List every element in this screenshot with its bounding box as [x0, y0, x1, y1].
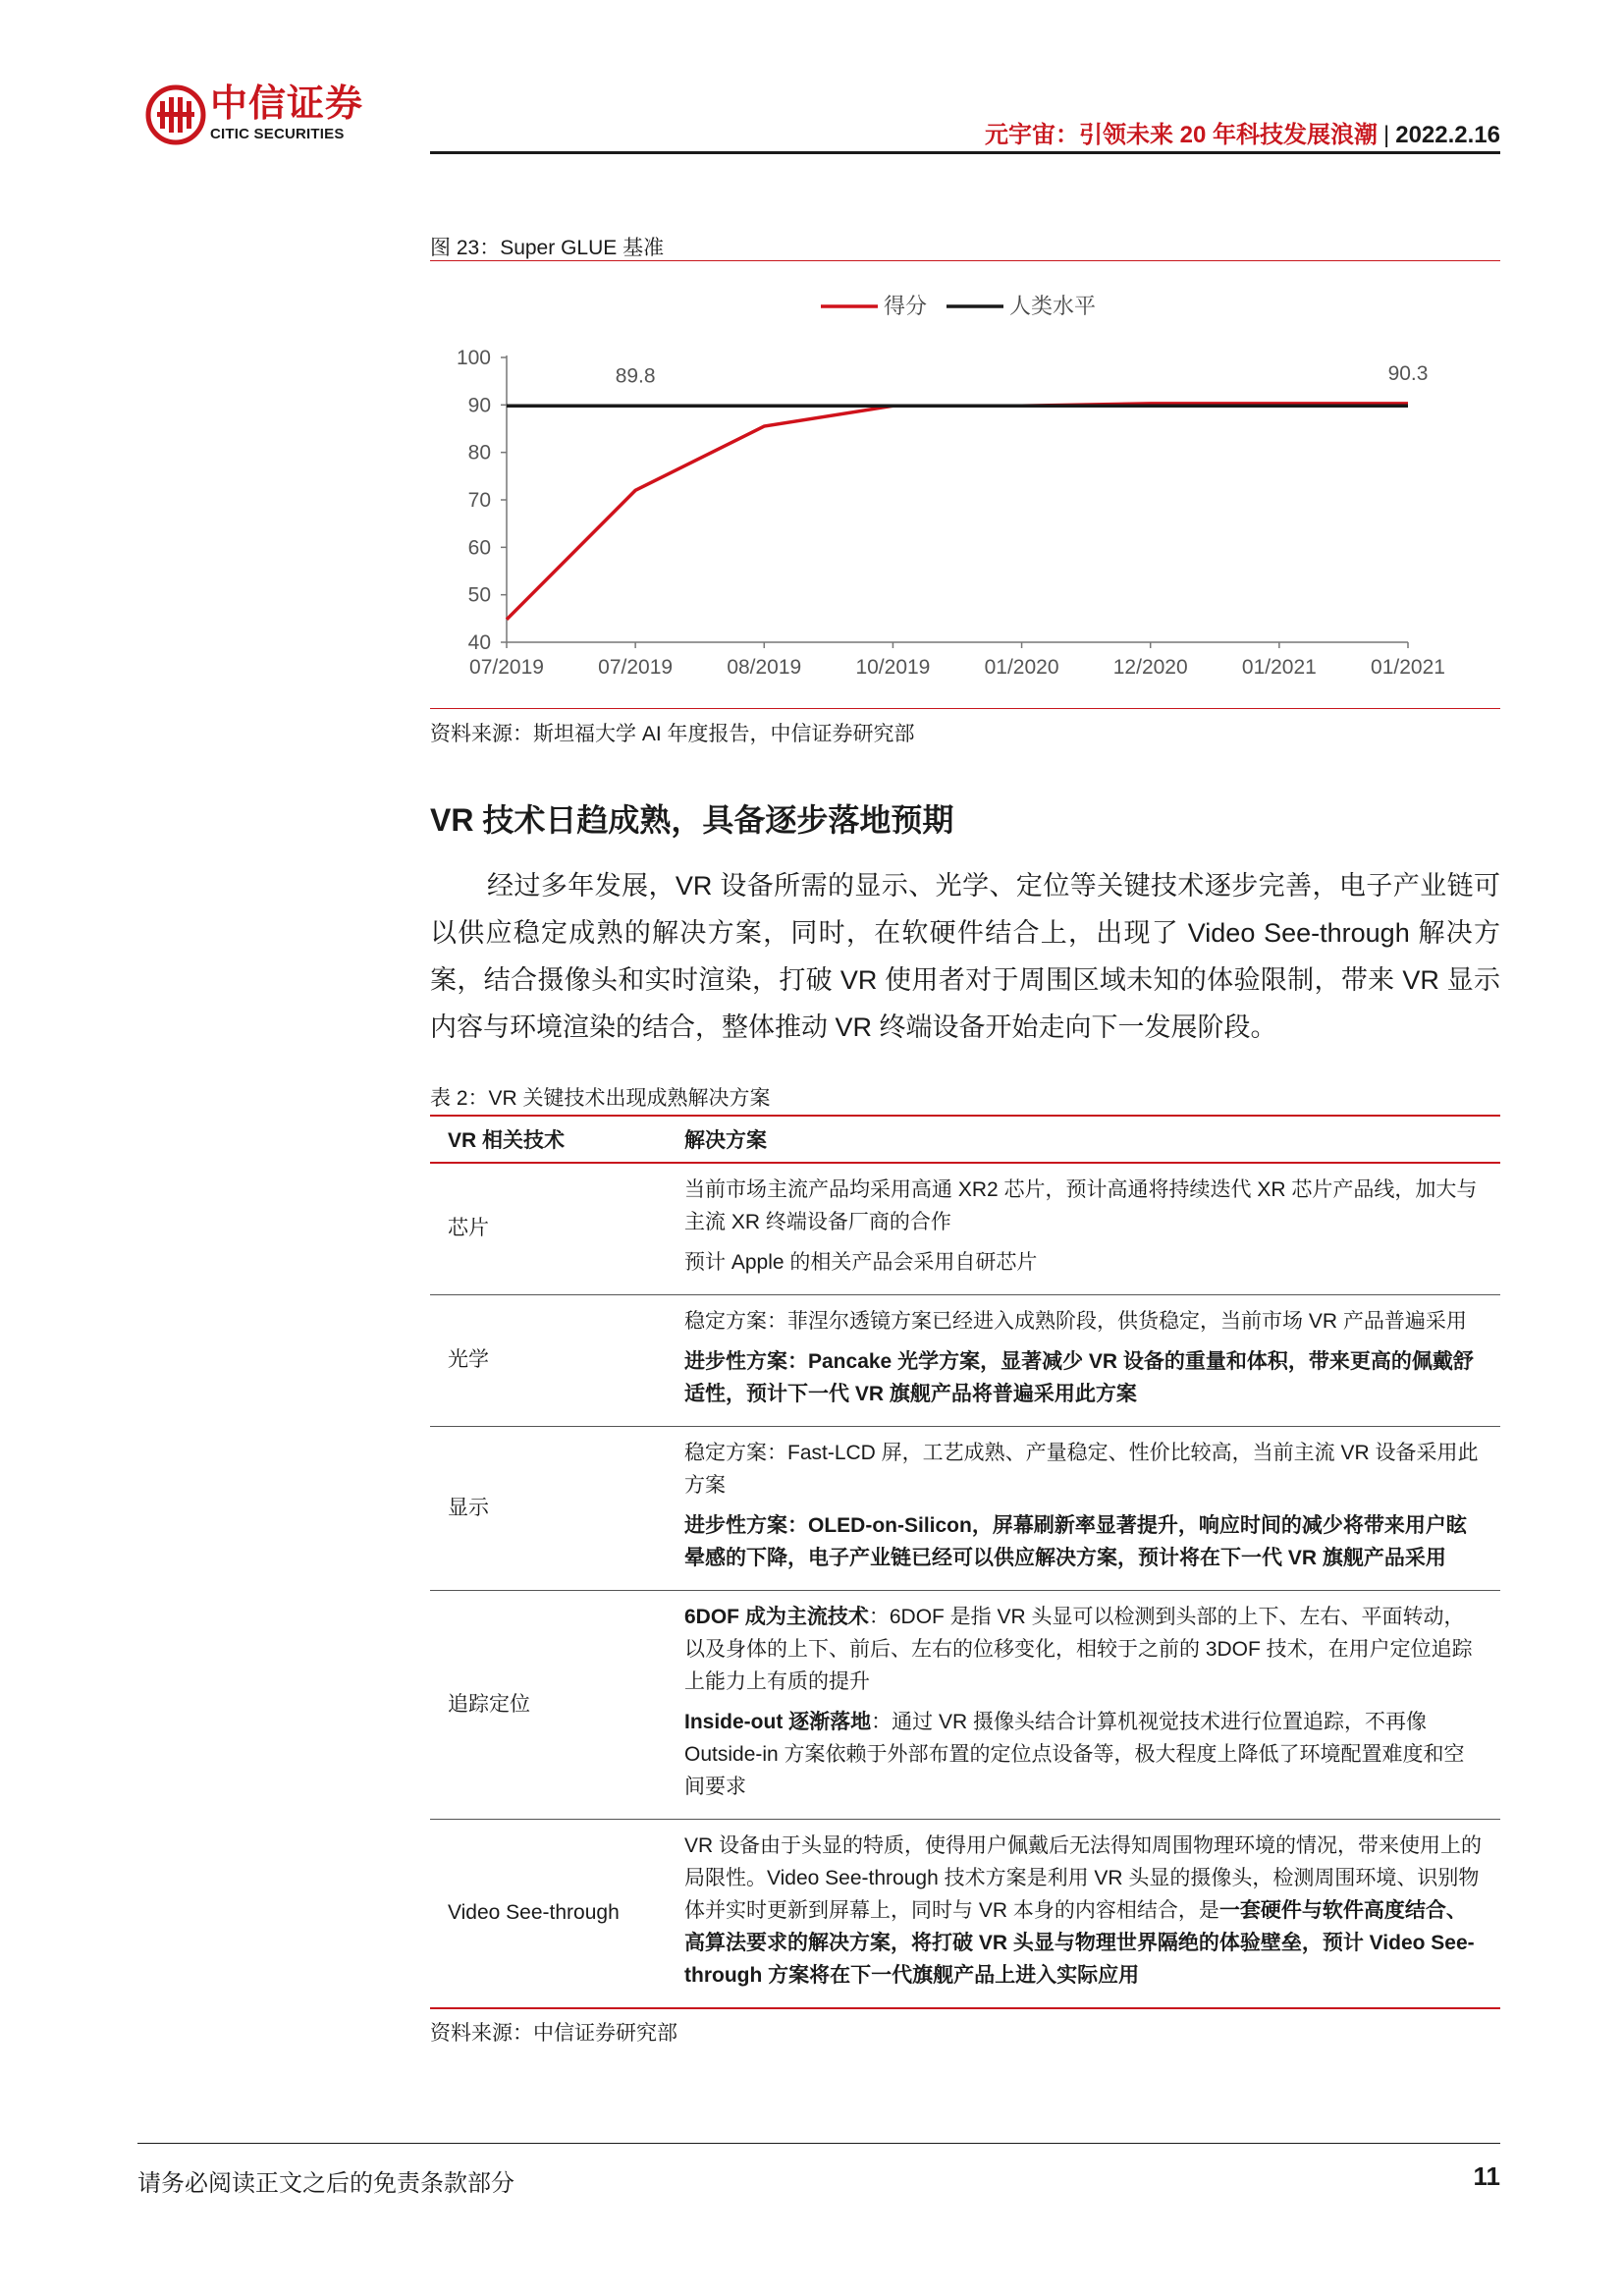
footer-divider	[137, 2143, 1500, 2144]
solution-text: ：通过 VR 摄像头结合计算机视觉技术进行位置追踪，不再像 Outside-in 方案依赖于外部布置的定位点设备等，极大程度上降低了环境配置难度和空间要求	[684, 1711, 1465, 1798]
header-separator: |	[1382, 122, 1390, 148]
solution-bold-text: 进步性方案：Pancake 光学方案，显著减少 VR 设备的重量和体积，带来更高的佩戴舒适性，预计下一代 VR 旗舰产品将普遍采用此方案	[684, 1350, 1474, 1405]
legend-label: 得分	[884, 294, 928, 318]
y-tick-label: 40	[467, 631, 491, 654]
solution-paragraph	[684, 1437, 1483, 1502]
solution-text: 当前市场主流产品均采用高通 XR2 芯片，预计高通将持续迭代 XR 芯片产品线，加大与主流 XR 终端设备厂商的合作	[684, 1178, 1478, 1233]
footer-disclaimer: 请务必阅读正文之后的免责条款部分	[137, 2170, 514, 2197]
page-number: 11	[1473, 2161, 1500, 2191]
solution-text: 预计 Apple 的相关产品会采用自研芯片	[684, 1251, 1038, 1274]
header-tech: VR 相关技术	[430, 1116, 667, 1163]
table-row	[430, 1295, 1500, 1427]
solution-cell	[667, 1427, 1500, 1591]
brand-name-en: CITIC SECURITIES	[210, 126, 345, 142]
x-tick-label: 01/2021	[1241, 656, 1317, 679]
solution-bold-text: 6DOF 成为主流技术	[684, 1606, 869, 1628]
solution-text: 稳定方案：Fast-LCD 屏，工艺成熟、产量稳定、性价比较高，当前主流 VR 设备采用此方案	[684, 1442, 1479, 1497]
tech-cell: 追踪定位	[430, 1591, 667, 1820]
figure-bottom-rule	[430, 708, 1500, 709]
x-tick-label: 01/2020	[984, 656, 1059, 679]
x-tick-label: 08/2019	[727, 656, 802, 679]
table-row	[430, 1591, 1500, 1820]
y-tick-label: 60	[467, 536, 491, 560]
solution-paragraph	[684, 1706, 1483, 1803]
report-title: 元宇宙：引领未来 20 年科技发展浪潮	[984, 122, 1378, 148]
solution-paragraph	[684, 1601, 1483, 1698]
solution-cell	[667, 1591, 1500, 1820]
vr-tech-table	[430, 1115, 1500, 2009]
report-header	[985, 115, 1500, 149]
x-tick-label: 12/2020	[1112, 656, 1188, 679]
x-tick-label: 01/2021	[1371, 656, 1445, 679]
citic-logo-icon	[145, 84, 206, 145]
x-tick-label: 07/2019	[598, 656, 674, 679]
solution-cell	[667, 1295, 1500, 1427]
solution-paragraph	[684, 1246, 1483, 1279]
table-row	[430, 1427, 1500, 1591]
y-tick-label: 90	[467, 394, 491, 417]
y-tick-label: 50	[467, 583, 491, 607]
report-date: 2022.2.16	[1395, 122, 1500, 148]
x-tick-label: 10/2019	[855, 656, 931, 679]
y-tick-label: 80	[467, 441, 491, 465]
tech-cell: Video See-through	[430, 1820, 667, 2009]
x-tick-label: 07/2019	[469, 656, 544, 679]
figure-caption: 图 23：Super GLUE 基准	[430, 237, 665, 259]
table-caption: 表 2：VR 关键技术出现成熟解决方案	[430, 1087, 771, 1110]
table-row	[430, 1163, 1500, 1295]
brand-name-cn: 中信证券	[210, 83, 364, 125]
body-paragraph: 经过多年发展，VR 设备所需的显示、光学、定位等关键技术逐步完善，电子产业链可以供应稳定成熟的解决方案，同时，在软硬件结合上，出现了 Video See-through 解决方案，结合摄像头和实时渲染，打破 VR 使用者对于周围区域未知的体验限制，带来 VR 显示内容与环境渲染的结合，整体推动 VR 终端设备开始走向下一发展阶段。	[430, 871, 1500, 1042]
tech-cell: 光学	[430, 1295, 667, 1427]
tech-cell: 显示	[430, 1427, 667, 1591]
section-title: VR 技术日趋成熟，具备逐步落地预期	[430, 802, 954, 838]
superglue-line-chart	[430, 267, 1500, 699]
solution-paragraph	[684, 1345, 1483, 1410]
table-header-row	[430, 1116, 1500, 1163]
y-tick-label: 70	[467, 489, 491, 512]
solution-paragraph	[684, 1305, 1483, 1338]
solution-text: VR 设备由于头显的特质，使得用户佩戴后无法得知周围物理环境的情况，带来使用上的局限性。Video See-through 技术方案是利用 VR 头显的摄像头，检测周围环境、识别物体并实时更新到屏幕上，同时与 VR 本身的内容相结合，是	[684, 1834, 1483, 1922]
header-divider	[430, 151, 1500, 154]
data-label: 89.8	[615, 364, 656, 388]
solution-bold-text: 进步性方案：OLED-on-Silicon，屏幕刷新率显著提升，响应时间的减少将带来用户眩晕感的下降，电子产业链已经可以供应解决方案，预计将在下一代 VR 旗舰产品采用	[684, 1514, 1467, 1569]
y-tick-label: 100	[456, 347, 491, 369]
solution-paragraph	[684, 1830, 1483, 1992]
solution-bold-text: Inside-out 逐渐落地	[684, 1711, 872, 1733]
figure-source: 资料来源：斯坦福大学 AI 年度报告，中信证券研究部	[430, 723, 915, 745]
solution-paragraph	[684, 1509, 1483, 1574]
series-line-score	[507, 404, 1408, 620]
header-solution: 解决方案	[667, 1116, 1500, 1163]
solution-cell	[667, 1163, 1500, 1295]
data-label: 90.3	[1387, 361, 1429, 385]
table-source: 资料来源：中信证券研究部	[430, 2022, 677, 2045]
solution-text: 稳定方案：菲涅尔透镜方案已经进入成熟阶段，供货稳定，当前市场 VR 产品普遍采用	[684, 1310, 1467, 1333]
solution-paragraph	[684, 1174, 1483, 1238]
table-row	[430, 1820, 1500, 2009]
solution-cell	[667, 1820, 1500, 2009]
tech-cell: 芯片	[430, 1163, 667, 1295]
solution-bold-text: 一套硬件与软件高度结合、高算法要求的解决方案，将打破 VR 头显与物理世界隔绝的体验壁垒，预计 Video See-through 方案将在下一代旗舰产品上进入实际应用	[684, 1899, 1475, 1987]
solution-text: ：6DOF 是指 VR 头显可以检测到头部的上下、左右、平面转动，以及身体的上下、前后、左右的位移变化，相较于之前的 3DOF 技术，在用户定位追踪上能力上有质的提升	[684, 1606, 1473, 1693]
figure-top-rule	[430, 260, 1500, 261]
legend-label: 人类水平	[1009, 294, 1097, 318]
